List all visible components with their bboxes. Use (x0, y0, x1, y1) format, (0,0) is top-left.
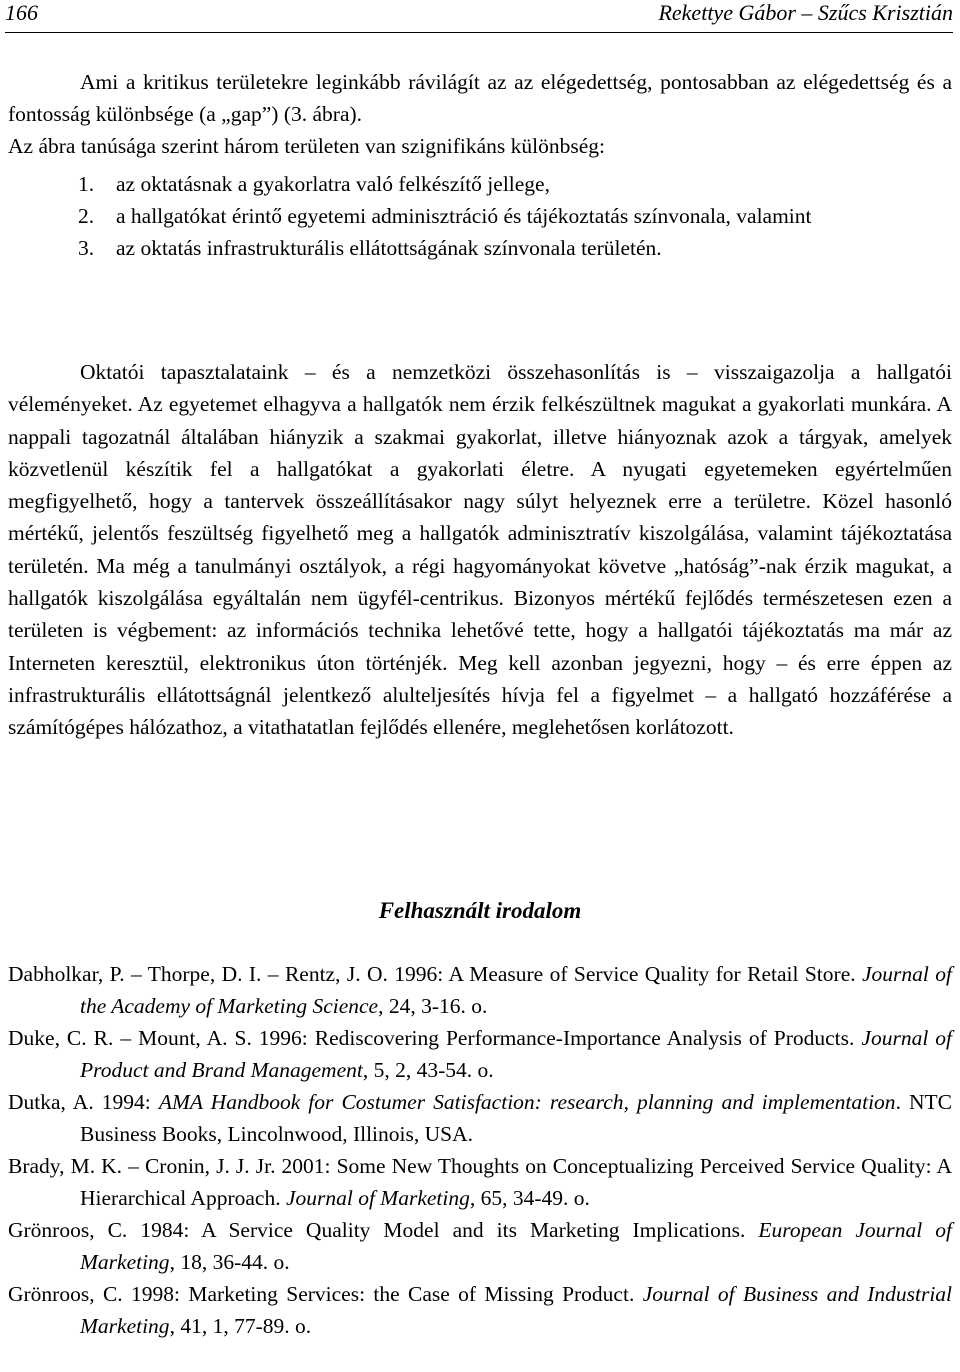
reference-item (8, 1278, 952, 1342)
reference-tail: , 24, 3-16. o. (378, 994, 488, 1018)
reference-tail: , 65, 34-49. o. (469, 1186, 590, 1210)
reference-item (8, 958, 952, 1022)
header-authors: Rekettye Gábor – Szűcs Krisztián (658, 0, 953, 25)
reference-list (8, 958, 952, 1342)
reference-journal: Journal of Product and Brand Management (80, 1026, 953, 1082)
reference-journal: AMA Handbook for Costumer Satisfaction: research, planning and implementation (158, 1090, 896, 1114)
numbered-list (78, 168, 952, 264)
list-text: a hallgatókat érintő egyetemi adminisztráció és tájékoztatás színvonala, valamint (116, 204, 812, 228)
body-paragraph: Oktatói tapasztalataink – és a nemzetközi összehasonlítás is – visszaigazolja a hallgatói véleményeket. Az egyetemet elhagyva a hallgatók nem érzik felkészültnek magukat a gyakorlati munkára. A nappali tagozatnál általában hiányzik a szakmai gyakorlat, illetve hiányoznak azok a tárgyak, amelyek közvetlenül készítik fel a hallgatókat a gyakorlati életre. A nyugati egyetemeken egyértelműen megfigyelhető, hogy a tantervek összeállításakor nagy súlyt helyeznek erre a területre. Közel hasonló mértékű, jelentős feszültség figyelhető meg a hallgatók adminisztratív kiszolgálása, valamint tájékoztatása területén. Ma még a tanulmányi osztályok, a régi hagyományokat követve „hatóság”-nak érzik magukat, a hallgatók kiszolgálása egyáltalán nem ügyfél-centrikus. Bizonyos mértékű fejlődés természetesen ezen a területen is végbement: az információs technika lehetővé tette, hogy a hallgatói tájékoztatás ma már az Interneten keresztül, elektronikus úton történjék. Meg kell azonban jegyezni, hogy – és erre éppen az infrastrukturális ellátottságnál jelentkező alulteljesítés hívja fel a figyelmet – a hallgató hozzáférése a számítógépes hálózathoz, a vitathatatlan fejlődés ellenére, meglehetősen korlátozott. (8, 360, 952, 740)
list-number: 2. (78, 204, 95, 228)
reference-journal: Journal of Marketing (285, 1186, 470, 1210)
list-item (78, 232, 952, 264)
reference-main: Brady, M. K. – Cronin, J. J. Jr. 2001: Some New Thoughts on Conceptualizing Perceived Service Quality: A Hierarchical Approach. (8, 1154, 952, 1210)
intro-line-1: Ami a kritikus területekre leginkább rávilágít az az elégedettség, pontosabban az elégedettség és a fontosság különbsége (a „gap”) (3. ábra). (8, 70, 952, 126)
reference-item (8, 1022, 952, 1086)
page-number: 166 (5, 0, 38, 25)
reference-main: Grönroos, C. 1984: A Service Quality Model and its Marketing Implications. (8, 1218, 759, 1242)
intro-line-2: Az ábra tanúsága szerint három területen van szignifikáns különbség: (8, 134, 606, 158)
reference-tail: , 18, 36-44. o. (169, 1250, 290, 1274)
reference-journal: Journal of Business and Industrial Marketing (80, 1282, 953, 1338)
reference-main: Grönroos, C. 1998: Marketing Services: the Case of Missing Product. (8, 1282, 643, 1306)
reference-main: Duke, C. R. – Mount, A. S. 1996: Rediscovering Performance-Importance Analysis of Products. (8, 1026, 862, 1050)
list-text: az oktatásnak a gyakorlatra való felkészítő jellege, (116, 172, 550, 196)
list-item (78, 200, 952, 232)
list-number: 3. (78, 236, 95, 260)
references-heading: Felhasznált irodalom (378, 898, 582, 923)
list-number: 1. (78, 172, 95, 196)
running-header (5, 0, 953, 33)
reference-item (8, 1086, 952, 1150)
reference-item (8, 1214, 952, 1278)
reference-tail: , 5, 2, 43-54. o. (362, 1058, 494, 1082)
reference-item (8, 1150, 952, 1214)
list-text: az oktatás infrastrukturális ellátottságának színvonala területén. (116, 236, 662, 260)
intro-paragraph (8, 66, 952, 162)
reference-main: Dutka, A. 1994: (8, 1090, 159, 1114)
list-item (78, 168, 952, 200)
reference-main: Dabholkar, P. – Thorpe, D. I. – Rentz, J. O. 1996: A Measure of Service Quality for Retail Store. (8, 962, 862, 986)
reference-journal: Journal of the Academy of Marketing Science (80, 962, 952, 1018)
reference-tail: . NTC Business Books, Lincolnwood, Illinois, USA. (80, 1090, 953, 1146)
reference-journal: European Journal of Marketing (80, 1218, 952, 1274)
reference-tail: , 41, 1, 77-89. o. (169, 1314, 312, 1338)
